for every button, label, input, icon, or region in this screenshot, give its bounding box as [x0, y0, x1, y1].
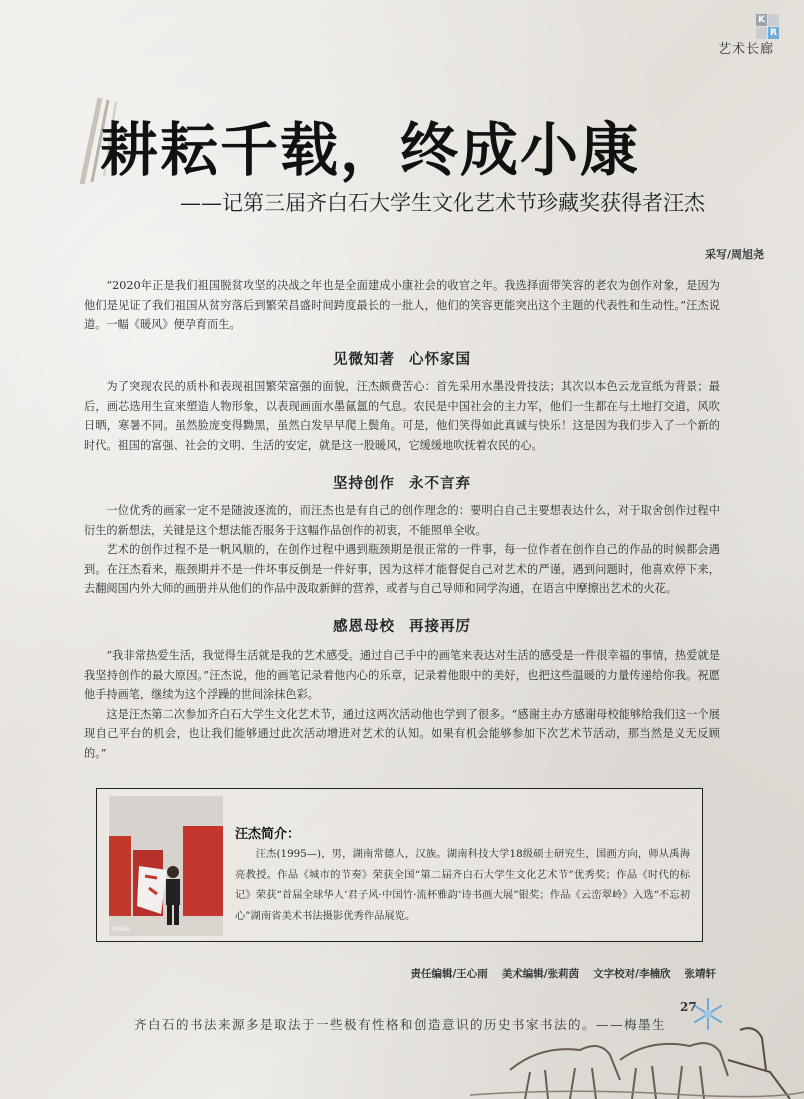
- body-paragraph: 艺术的创作过程不是一帆风顺的，在创作过程中遇到瓶颈期是很正常的一件事，每一位作者在创作自己的作品的时候都会遇到。在汪杰看来，瓶颈期并不是一件坏事反倒是一件好事，因为这样才能督促自己对艺术的严谨，遇到问题时，他喜欢停下来，去翻阅国内外大师的画册并从他们的作品中汲取新鲜的营养，或者与自己导师和同学沟通，在语言中摩擦出艺术的火花。: [84, 543, 720, 595]
- intro-block: [84, 276, 720, 335]
- heading-part-b: 心怀家国: [409, 352, 471, 368]
- section-2-body: [84, 501, 720, 599]
- section-1-body: [84, 377, 720, 455]
- intro-paragraph: “2020年正是我们祖国脱贫攻坚的决战之年也是全面建成小康社会的收官之年。我选择面带笑容的老农为创作对象，是因为他们是见证了我们祖国从贫穷落后到繁荣昌盛时间跨度最长的一批人，他们的笑容更能突出这个主题的代表性和生动性。”汪杰说道。一幅《暖风》便孕育而生。: [84, 279, 720, 331]
- badge-blank: [768, 14, 779, 26]
- section-heading-2: [0, 472, 804, 493]
- badge-k: K: [756, 14, 767, 26]
- heading-part-a: 坚持创作: [333, 476, 395, 492]
- byline: 采写/周旭尧: [704, 248, 764, 261]
- credit-proofreader-2: 张靖轩: [684, 968, 716, 980]
- body-paragraph: 为了突现农民的质朴和表现祖国繁荣富强的面貌，汪杰颇费苦心：首先采用水墨没骨技法；其次以本色云龙宣纸为背景；最后，画芯选用生宣来塑造人物形象，以表现画面水墨氤氲的气息。农民是中国社会的主力军，他们一生都在与土地打交道，风吹日晒，寒暑不同。虽然脸庞变得黝黑，虽然白发早早爬上鬓角。可是，他们笑得如此真诚与快乐！这是因为我们步入了一个新的时代。祖国的富强、社会的文明、生活的安定，就是这一股暖风，它缓缓地吹抚着农民的心。: [84, 380, 720, 452]
- bio-box: [96, 788, 703, 942]
- badge-r: R: [768, 27, 779, 39]
- section-label: 艺术长廊: [717, 42, 774, 57]
- artist-photo: [109, 796, 223, 936]
- section-heading-3: [0, 615, 804, 636]
- article-title: 耕耘千载，终成小康: [100, 116, 641, 184]
- credit-art-editor: 美术编辑/张莉茵: [501, 968, 580, 980]
- credit-proofreader: 文字校对/李楠欣: [593, 968, 671, 980]
- bio-title: 汪杰简介：: [235, 827, 301, 842]
- heading-part-a: 感恩母校: [333, 619, 395, 635]
- heading-part-a: 见微知著: [333, 352, 395, 368]
- body-paragraph: “我非常热爱生活，我觉得生活就是我的艺术感受。通过自己手中的画笔来表达对生活的感受是一件很幸福的事情，热爱就是我坚持创作的最大原因。”汪杰说，他的画笔记录着他内心的乐章，记录着他眼中的美好，也把这些温暖的力量传递给你我。祝愿他手持画笔，继续为这个浮躁的世间涂抹色彩。: [84, 649, 720, 701]
- heading-part-b: 再接再厉: [409, 619, 471, 635]
- footer-quote: 齐白石的书法来源多是取法于一些极有性格和创造意识的历史书家书法的。——梅墨生: [134, 1017, 667, 1032]
- photo-caption: PISBo: [113, 926, 130, 933]
- bio-text: 汪杰(1995—)，男，湖南常德人，汉族。湖南科技大学18级硕士研究生，国画方向，师从禹海亮教授。作品《城市的节奏》荣获全国“第二届齐白石大学生文化艺术节”优秀奖；作品《时代的标记》荣获“首届全球华人‘君子风·中国竹·流杯雅韵’诗书画大展”银奖；作品《云峦翠岭》入选“不忘初心”湖南省美术书法摄影优秀作品展览。: [235, 848, 690, 922]
- editorial-credits: [396, 966, 716, 981]
- heading-part-b: 永不言弃: [409, 476, 471, 492]
- section-heading-1: [0, 348, 804, 369]
- page-number: 27: [680, 1000, 697, 1014]
- body-paragraph: 这是汪杰第二次参加齐白石大学生文化艺术节，通过这两次活动他也学到了很多。“感谢主办方感谢母校能够给我们这一个展现自己平台的机会，也让我们能够通过此次活动增进对艺术的认知。如果有机会能够参加下次艺术节活动，那当然是义无反顾的。”: [84, 707, 720, 760]
- article-subtitle: ——记第三届齐白石大学生文化艺术节珍藏奖获得者汪杰: [180, 191, 705, 215]
- section-3-body: [84, 646, 720, 763]
- credit-editor: 责任编辑/王心雨: [410, 968, 488, 980]
- photo-illustration: [109, 796, 223, 936]
- body-paragraph: 一位优秀的画家一定不是随波逐流的，而汪杰也是有自己的创作理念的：要明白自己主要想表达什么，对于取舍创作过程中衍生的新想法，关键是这个想法能否服务于这幅作品创作的初衷，不能照单全收。: [84, 504, 720, 537]
